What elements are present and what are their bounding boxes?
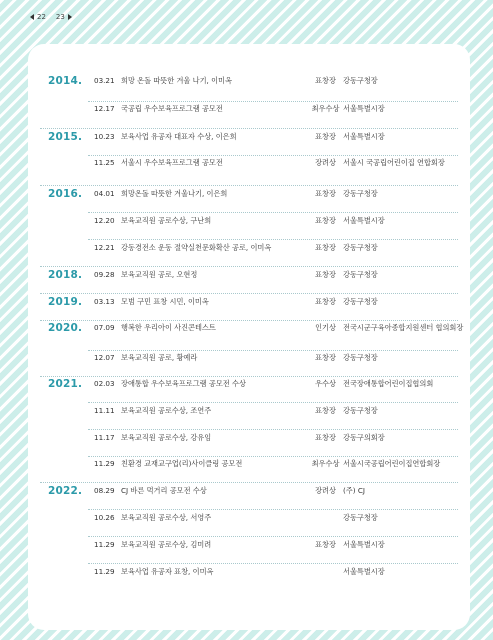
award-date: 08.29 [94, 486, 115, 496]
page-indicator [30, 10, 72, 24]
award-date: 03.21 [94, 76, 115, 86]
year-divider [40, 482, 458, 483]
award-date: 11.25 [94, 158, 115, 168]
award-event: 서울시 우수보육프로그램 공모전 [121, 158, 223, 168]
award-event: 희망온돌 따뜻한 겨울나기, 이은희 [121, 189, 228, 199]
row-divider [88, 429, 458, 430]
year-divider [40, 266, 458, 267]
year-label: 2018. [48, 268, 83, 281]
award-type: 우수상 [315, 379, 336, 389]
award-organization: 서울특별시장 [343, 216, 385, 226]
year-label: 2020. [48, 321, 83, 334]
award-event: 보육교직원 공로수상, 강유임 [121, 433, 212, 443]
year-divider [40, 185, 458, 186]
award-event: 친환경 교재교구업(리)사이클링 공모전 [121, 459, 243, 469]
award-event: 보육사업 유공자 대표자 수상, 이은희 [121, 132, 237, 142]
award-type: 인기상 [315, 323, 336, 333]
row-divider [88, 350, 458, 351]
row-divider [88, 212, 458, 213]
row-divider [88, 536, 458, 537]
award-date: 11.29 [94, 567, 115, 577]
award-event: 행복한 우리아이 사진콘테스트 [121, 323, 216, 333]
award-organization: 강동구청장 [343, 189, 378, 199]
award-type: 표창장 [315, 132, 336, 142]
year-divider [40, 128, 458, 129]
awards-card [28, 44, 470, 630]
award-organization: 강동구청장 [343, 76, 378, 86]
award-date: 12.20 [94, 216, 115, 226]
award-event: 보육교직원 공로수상, 서영주 [121, 513, 212, 523]
award-event: CJ 바른 먹거리 공모전 수상 [121, 486, 207, 496]
award-date: 04.01 [94, 189, 115, 199]
left-page-number: 22 [37, 13, 46, 21]
award-type: 표창장 [315, 297, 336, 307]
award-date: 11.17 [94, 433, 115, 443]
award-organization: 강동구청장 [343, 513, 378, 523]
triangle-left-icon [30, 14, 34, 20]
award-organization: (주) CJ [343, 486, 365, 496]
award-event: 모범 구민 표창 시민, 이미옥 [121, 297, 209, 307]
row-divider [88, 563, 458, 564]
award-event: 보육교직원 공로수상, 구난희 [121, 216, 212, 226]
triangle-right-icon [68, 14, 72, 20]
award-type: 장려상 [315, 486, 336, 496]
award-date: 11.11 [94, 406, 115, 416]
award-event: 장애통합 우수보육프로그램 공모전 수상 [121, 379, 246, 389]
award-date: 12.21 [94, 243, 115, 253]
year-label: 2021. [48, 377, 83, 390]
award-date: 12.07 [94, 353, 115, 363]
award-type: 표창장 [315, 406, 336, 416]
award-type: 표창장 [315, 216, 336, 226]
row-divider [88, 509, 458, 510]
award-organization: 강동구청장 [343, 243, 378, 253]
award-date: 12.17 [94, 104, 115, 114]
award-event: 보육교직원 공로수상, 조연주 [121, 406, 212, 416]
row-divider [88, 155, 458, 156]
award-organization: 서울특별시장 [343, 104, 385, 114]
award-type: 표창장 [315, 189, 336, 199]
award-type: 표창장 [315, 76, 336, 86]
award-organization: 전국장애통합어린이집협의회 [343, 379, 434, 389]
year-label: 2022. [48, 484, 83, 497]
award-type: 표창장 [315, 243, 336, 253]
award-organization: 강동구청장 [343, 270, 378, 280]
award-organization: 전국시군구육아종합지원센터 협의회장 [343, 323, 464, 333]
year-label: 2016. [48, 187, 83, 200]
award-organization: 서울시 국공립어린이집 연합회장 [343, 158, 445, 168]
right-page-number: 23 [55, 13, 65, 21]
row-divider [88, 456, 458, 457]
year-divider [40, 320, 458, 321]
award-date: 10.26 [94, 513, 115, 523]
award-date: 11.29 [94, 540, 115, 550]
award-date: 03.13 [94, 297, 115, 307]
year-label: 2019. [48, 295, 83, 308]
award-event: 보육교직원 공로, 황예라 [121, 353, 198, 363]
award-date: 09.28 [94, 270, 115, 280]
award-organization: 강동구청장 [343, 353, 378, 363]
award-date: 10.23 [94, 132, 115, 142]
award-organization: 강동구청장 [343, 297, 378, 307]
row-divider [88, 402, 458, 403]
year-divider [40, 376, 458, 377]
year-divider [40, 293, 458, 294]
award-event: 보육사업 유공자 표창, 이미옥 [121, 567, 214, 577]
award-date: 02.03 [94, 379, 115, 389]
award-type: 표창장 [315, 353, 336, 363]
award-event: 국공립 우수보육프로그램 공모전 [121, 104, 223, 114]
award-type: 최우수상 [311, 459, 340, 469]
award-type: 장려상 [315, 158, 336, 168]
year-label: 2015. [48, 130, 83, 143]
award-type: 표창장 [315, 433, 336, 443]
award-event: 보육교직원 공로, 오현정 [121, 270, 198, 280]
award-event: 보육교직원 공로수상, 김미려 [121, 540, 212, 550]
award-date: 11.29 [94, 459, 115, 469]
award-type: 최우수상 [311, 104, 340, 114]
award-organization: 서울특별시장 [343, 132, 385, 142]
award-organization: 강동구의회장 [343, 433, 385, 443]
row-divider [88, 239, 458, 240]
award-event: 희망 온돌 따뜻한 겨울 나기, 이미옥 [121, 76, 232, 86]
award-organization: 서울특별시장 [343, 540, 385, 550]
award-organization: 강동구청장 [343, 406, 378, 416]
row-divider [88, 101, 458, 102]
award-type: 표창장 [315, 270, 336, 280]
award-event: 강동경전소 운동 절약실천문화확산 공로, 이미옥 [121, 243, 272, 253]
year-label: 2014. [48, 74, 83, 87]
award-date: 07.09 [94, 323, 115, 333]
award-organization: 서울특별시장 [343, 567, 385, 577]
award-type: 표창장 [315, 540, 336, 550]
award-organization: 서울시국공립어린이집연합회장 [343, 459, 441, 469]
